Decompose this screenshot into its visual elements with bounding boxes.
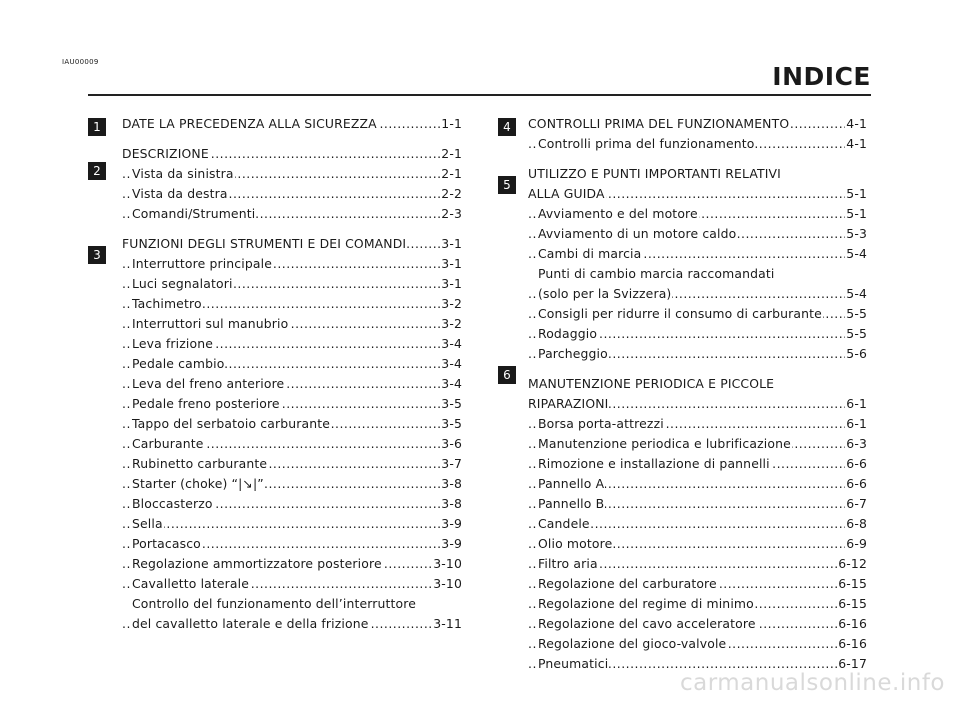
toc-page-number: 3-2	[440, 294, 462, 314]
toc-subentry[interactable]	[122, 514, 462, 534]
toc-page-number: 5-1	[845, 204, 867, 224]
toc-page-number: 3-5	[440, 414, 462, 434]
toc-entry-title: ..... Regolazione ammortizzatore posteriore	[132, 554, 383, 574]
toc-entry-title: ..... Parcheggio	[538, 344, 609, 364]
toc-page-number: 3-4	[440, 334, 462, 354]
toc-page-number: 3-10	[432, 554, 462, 574]
toc-entry-title: Controllo del funzionamento dell’interruttore	[132, 594, 417, 614]
toc-page-number: 6-3	[845, 434, 867, 454]
toc-entry-title: ..... Interruttori sul manubrio	[132, 314, 289, 334]
toc-entry-title: ..... Manutenzione periodica e lubrificazione	[538, 434, 792, 454]
toc-subentry[interactable]	[528, 134, 867, 154]
toc-entry-title: ..... DATE LA PRECEDENZA ALLA SICUREZZA	[122, 114, 378, 134]
toc-entry-title: ..... Borsa porta-attrezzi	[538, 414, 665, 434]
toc-entry-title: ..... Filtro aria	[538, 554, 599, 574]
toc-left-column	[122, 114, 462, 634]
toc-page-number: 3-8	[440, 494, 462, 514]
toc-entry-title: ..... Controlli prima del funzionamento	[538, 134, 755, 154]
toc-page-number: 2-2	[440, 184, 462, 204]
toc-page-number: 5-6	[845, 344, 867, 364]
toc-subentry[interactable]	[528, 534, 867, 554]
watermark: carmanualsonline.info	[679, 670, 945, 696]
toc-page-number: 3-4	[440, 374, 462, 394]
toc-subentry[interactable]	[528, 614, 867, 634]
toc-page-number: 6-9	[845, 534, 867, 554]
toc-entry-title: ..... Pneumatici	[538, 654, 609, 674]
document-code: IAU00009	[62, 58, 99, 66]
toc-subentry[interactable]	[122, 494, 462, 514]
toc-subentry[interactable]	[122, 474, 462, 494]
toc-subentry[interactable]	[528, 514, 867, 534]
toc-page-number: 6-12	[837, 554, 867, 574]
toc-page-number: 6-6	[845, 454, 867, 474]
toc-entry-title: UTILIZZO E PUNTI IMPORTANTI RELATIVI	[528, 164, 782, 184]
toc-entry-title: MANUTENZIONE PERIODICA E PICCOLE	[528, 374, 775, 394]
toc-right-column	[528, 114, 867, 674]
page-title: INDICE	[772, 62, 871, 91]
toc-entry-title: ..... RIPARAZIONI	[528, 394, 609, 414]
toc-entry-title: ..... Luci segnalatori	[132, 274, 234, 294]
toc-page-number: 3-9	[440, 514, 462, 534]
toc-subentry[interactable]	[528, 324, 867, 344]
toc-subentry[interactable]	[528, 494, 867, 514]
toc-subentry[interactable]	[122, 434, 462, 454]
toc-subentry[interactable]	[122, 274, 462, 294]
toc-page-number: 6-1	[845, 414, 867, 434]
toc-entry-title: ..... Candele	[538, 514, 591, 534]
toc-subentry[interactable]	[122, 534, 462, 554]
section-badge-1: 1	[88, 118, 106, 136]
toc-entry-title: ..... Vista da sinistra	[132, 164, 235, 184]
toc-entry-title: ..... Regolazione del cavo acceleratore	[538, 614, 757, 634]
toc-subentry[interactable]	[528, 204, 867, 224]
toc-entry-title: ..... Cavalletto laterale	[132, 574, 250, 594]
toc-subentry[interactable]	[528, 284, 867, 304]
toc-page-number: 3-10	[432, 574, 462, 594]
toc-page-number: 4-1	[845, 134, 867, 154]
toc-entry-title: ..... Portacasco	[132, 534, 202, 554]
toc-subentry[interactable]	[122, 294, 462, 314]
toc-entry-title: ..... CONTROLLI PRIMA DEL FUNZIONAMENTO	[528, 114, 790, 134]
toc-page-number: 6-1	[845, 394, 867, 414]
toc-entry-title: ..... Olio motore	[538, 534, 613, 554]
toc-subentry[interactable]	[528, 574, 867, 594]
toc-page-number: 3-1	[440, 234, 462, 254]
toc-page-number: 2-1	[440, 144, 462, 164]
toc-entry-title: ..... Avviamento e del motore	[538, 204, 699, 224]
toc-entry-title: ..... FUNZIONI DEGLI STRUMENTI E DEI COMANDI	[122, 234, 407, 254]
section-gap	[122, 224, 462, 234]
toc-subentry[interactable]	[528, 244, 867, 264]
toc-entry-title: ..... Tachimetro	[132, 294, 203, 314]
toc-entry-title: ..... Carburante	[132, 434, 205, 454]
toc-subentry[interactable]	[528, 414, 867, 434]
toc-page-number: 5-1	[845, 184, 867, 204]
toc-subentry[interactable]	[122, 414, 462, 434]
toc-section-heading[interactable]	[122, 114, 462, 134]
toc-subentry[interactable]	[528, 474, 867, 494]
toc-entry-title: ..... ALLA GUIDA	[528, 184, 606, 204]
toc-subentry[interactable]	[528, 594, 867, 614]
toc-subentry[interactable]	[528, 554, 867, 574]
toc-subentry[interactable]	[122, 594, 462, 614]
toc-page-number: 5-4	[845, 244, 867, 264]
toc-entry-title: Punti di cambio marcia raccomandati	[538, 264, 775, 284]
toc-page-number: 3-7	[440, 454, 462, 474]
toc-page-number: 6-7	[845, 494, 867, 514]
toc-page-number: 6-16	[837, 614, 867, 634]
toc-subentry[interactable]	[528, 634, 867, 654]
toc-entry-title: ..... Comandi/Strumenti	[132, 204, 256, 224]
toc-entry-title: ..... del cavalletto laterale e della frizione	[132, 614, 370, 634]
toc-page-number: 6-8	[845, 514, 867, 534]
toc-page-number: 3-4	[440, 354, 462, 374]
toc-subentry[interactable]	[122, 374, 462, 394]
toc-page-number: 6-17	[837, 654, 867, 674]
toc-entry-title: ..... Leva frizione	[132, 334, 214, 354]
toc-entry-title: ..... (solo per la Svizzera)	[538, 284, 672, 304]
toc-page-number: 3-1	[440, 274, 462, 294]
toc-entry-title: ..... Rubinetto carburante	[132, 454, 268, 474]
toc-entry-title: ..... Rimozione e installazione di pannelli	[538, 454, 771, 474]
toc-subentry[interactable]	[122, 454, 462, 474]
toc-page-number: 2-3	[440, 204, 462, 224]
toc-entry-title: ..... Vista da destra	[132, 184, 229, 204]
toc-section-heading[interactable]	[528, 164, 867, 184]
section-gap	[528, 154, 867, 164]
toc-page-number: 5-4	[845, 284, 867, 304]
toc-page-number: 3-1	[440, 254, 462, 274]
section-gap	[528, 364, 867, 374]
toc-page-number: 5-5	[845, 324, 867, 344]
toc-page-number: 1-1	[440, 114, 462, 134]
toc-page-number: 6-15	[837, 574, 867, 594]
toc-page-number: 6-16	[837, 634, 867, 654]
toc-page-number: 4-1	[845, 114, 867, 134]
toc-entry-title: ..... Regolazione del carburatore	[538, 574, 718, 594]
toc-entry-title: ..... Sella	[132, 514, 164, 534]
toc-entry-title: ..... Interruttore principale	[132, 254, 273, 274]
toc-subentry[interactable]	[122, 394, 462, 414]
toc-subentry[interactable]	[122, 314, 462, 334]
toc-section-heading[interactable]	[122, 234, 462, 254]
toc-page-number: 5-5	[845, 304, 867, 324]
toc-subentry[interactable]	[528, 344, 867, 364]
toc-entry-title: ..... Cambi di marcia	[538, 244, 642, 264]
toc-subentry[interactable]	[528, 224, 867, 244]
toc-subentry[interactable]	[122, 254, 462, 274]
toc-section-heading[interactable]	[528, 114, 867, 134]
toc-page-number: 5-3	[845, 224, 867, 244]
toc-entry-title: ..... Starter (choke) “|↘|”	[132, 474, 265, 494]
section-badge-4: 4	[498, 118, 516, 136]
toc-subentry[interactable]	[528, 264, 867, 284]
section-badge-2: 2	[88, 162, 106, 180]
toc-subentry[interactable]	[122, 334, 462, 354]
toc-section-heading[interactable]	[528, 184, 867, 204]
toc-page-number: 3-2	[440, 314, 462, 334]
toc-subentry[interactable]	[122, 184, 462, 204]
toc-subentry[interactable]	[528, 304, 867, 324]
toc-subentry[interactable]	[122, 204, 462, 224]
toc-subentry[interactable]	[122, 554, 462, 574]
toc-page-number: 6-15	[837, 594, 867, 614]
toc-section-heading[interactable]	[528, 394, 867, 414]
toc-page-number: 3-8	[440, 474, 462, 494]
toc-section-heading[interactable]	[122, 144, 462, 164]
toc-page-number: 2-1	[440, 164, 462, 184]
toc-entry-title: ..... DESCRIZIONE	[122, 144, 210, 164]
section-badge-6: 6	[498, 366, 516, 384]
toc-subentry[interactable]	[122, 354, 462, 374]
toc-page-number: 3-11	[432, 614, 462, 634]
toc-entry-title: ..... Bloccasterzo	[132, 494, 214, 514]
section-badge-5: 5	[498, 176, 516, 194]
toc-section-heading[interactable]	[528, 374, 867, 394]
toc-entry-title: ..... Rodaggio	[538, 324, 598, 344]
toc-entry-title: ..... Consigli per ridurre il consumo di carburante	[538, 304, 823, 324]
toc-entry-title: ..... Pannello B	[538, 494, 605, 514]
toc-subentry[interactable]	[528, 434, 867, 454]
toc-page-number: 6-6	[845, 474, 867, 494]
toc-subentry[interactable]	[122, 614, 462, 634]
toc-entry-title: ..... Regolazione del regime di minimo	[538, 594, 755, 614]
toc-subentry[interactable]	[122, 574, 462, 594]
toc-entry-title: ..... Pannello A	[538, 474, 605, 494]
toc-entry-title: ..... Leva del freno anteriore	[132, 374, 285, 394]
toc-page-number: 3-9	[440, 534, 462, 554]
toc-subentry[interactable]	[528, 454, 867, 474]
toc-page-number: 3-5	[440, 394, 462, 414]
toc-page-number: 3-6	[440, 434, 462, 454]
section-badge-3: 3	[88, 246, 106, 264]
toc-entry-title: ..... Regolazione del gioco-valvole	[538, 634, 727, 654]
toc-entry-title: ..... Pedale cambio	[132, 354, 225, 374]
header-rule	[88, 94, 871, 96]
toc-entry-title: ..... Avviamento di un motore caldo	[538, 224, 737, 244]
toc-entry-title: ..... Pedale freno posteriore	[132, 394, 281, 414]
section-gap	[122, 134, 462, 144]
toc-subentry[interactable]	[122, 164, 462, 184]
toc-entry-title: ..... Tappo del serbatoio carburante	[132, 414, 331, 434]
